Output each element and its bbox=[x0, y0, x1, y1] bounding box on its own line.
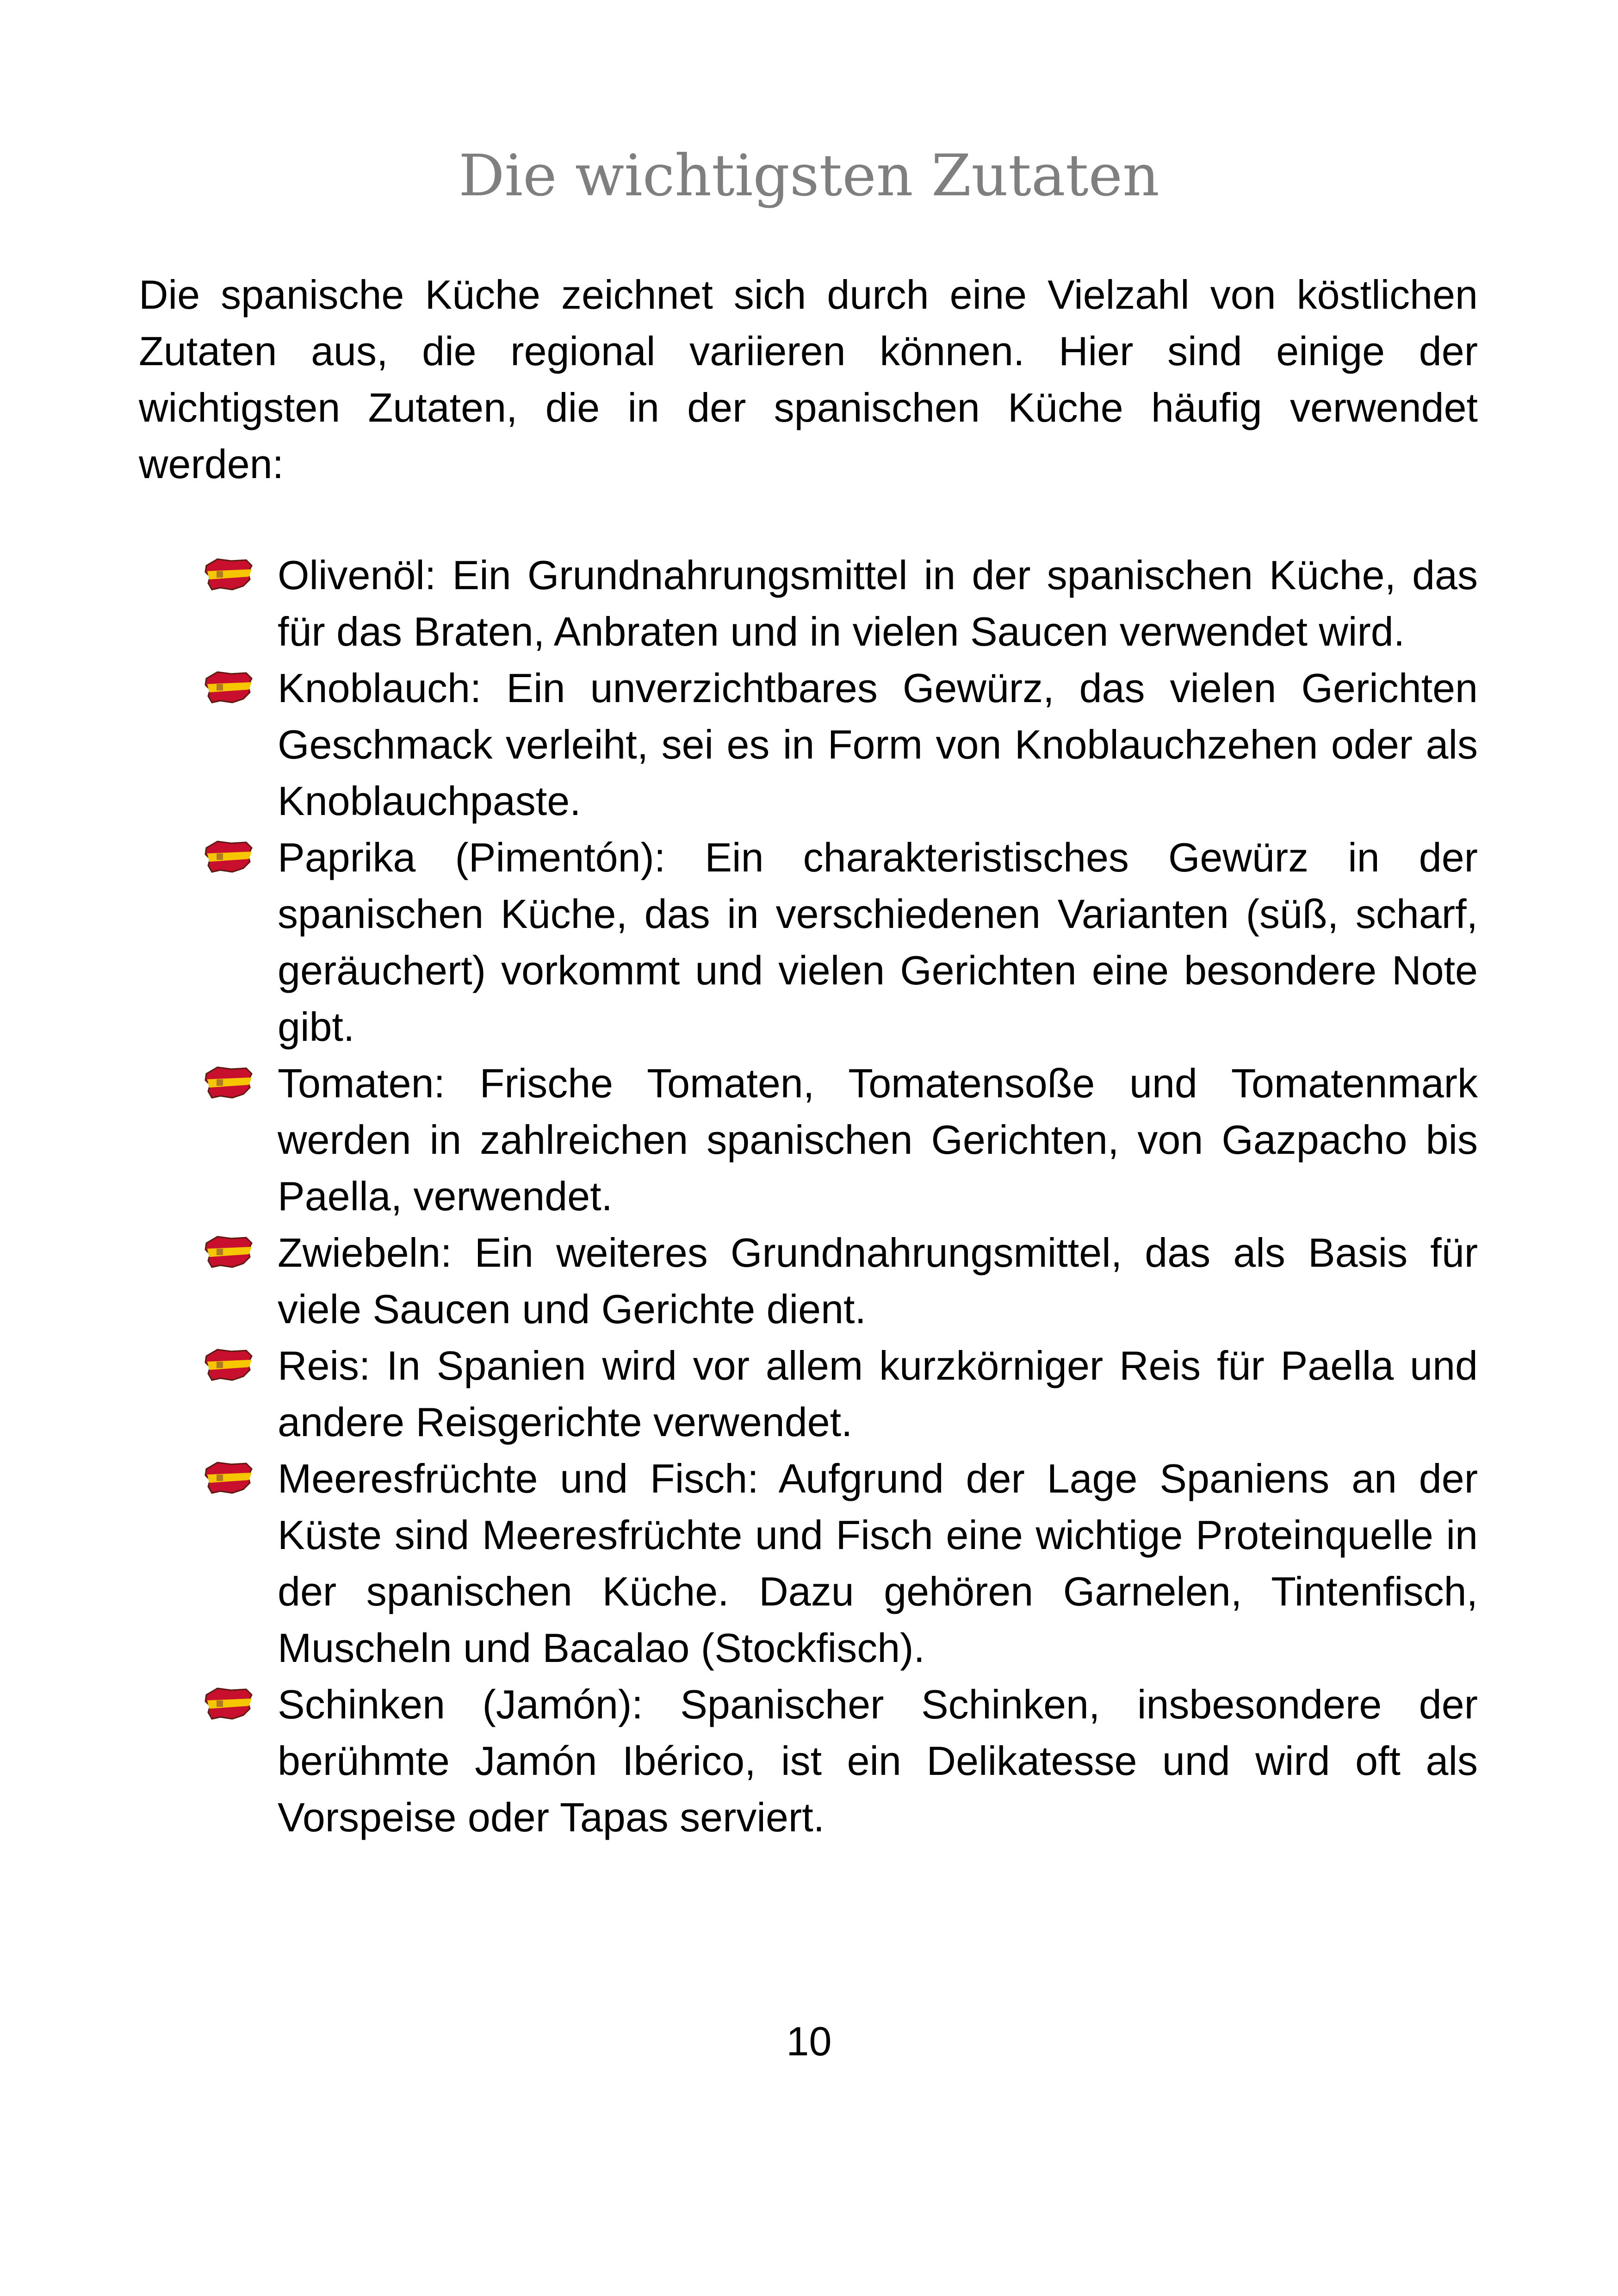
spain-flag-map-icon bbox=[204, 1233, 254, 1270]
list-item bbox=[204, 1055, 1478, 1225]
list-item bbox=[204, 1225, 1478, 1338]
page-title: Die wichtigsten Zutaten bbox=[459, 143, 1159, 209]
item-text: Tomaten: Frische Tomaten, Tomatensoße und Tomatenmark werden in zahlreichen spanischen Gerichten, von Gazpacho bis Paella, verwendet. bbox=[278, 1060, 1478, 1219]
list-item bbox=[204, 1676, 1478, 1846]
ingredient-list bbox=[204, 547, 1478, 1846]
item-text: Meeresfrüchte und Fisch: Aufgrund der Lage Spaniens an der Küste sind Meeresfrüchte und Fisch eine wichtige Proteinquelle in der spanischen Küche. Dazu gehören Garnelen, Tintenfisch, Muscheln und Bacalao (Stockfisch). bbox=[278, 1456, 1478, 1671]
list-item bbox=[204, 547, 1478, 660]
item-text: Paprika (Pimentón): Ein charakteristisches Gewürz in der spanischen Küche, das in verschiedenen Varianten (süß, scharf, geräuchert) vorkommt und vielen Gerichten eine besondere Note gibt. bbox=[278, 834, 1478, 1050]
list-item bbox=[204, 829, 1478, 1055]
item-text: Zwiebeln: Ein weiteres Grundnahrungsmittel, das als Basis für viele Saucen und Gerichte dient. bbox=[278, 1230, 1478, 1332]
spain-flag-map-icon bbox=[204, 1459, 254, 1496]
spain-flag-map-icon bbox=[204, 1685, 254, 1722]
spain-flag-map-icon bbox=[204, 1346, 254, 1383]
spain-flag-map-icon bbox=[204, 555, 254, 592]
spain-flag-map-icon bbox=[204, 1064, 254, 1101]
item-text: Olivenöl: Ein Grundnahrungsmittel in der spanischen Küche, das für das Braten, Anbraten und in vielen Saucen verwendet wird. bbox=[278, 552, 1478, 654]
list-item bbox=[204, 660, 1478, 829]
spain-flag-map-icon bbox=[204, 668, 254, 705]
intro-paragraph: Die spanische Küche zeichnet sich durch eine Vielzahl von köstlichen Zutaten aus, die regional variieren können. Hier sind einige der wichtigsten Zutaten, die in der spanischen Küche häufig verwendet werden: bbox=[139, 272, 1478, 487]
item-text: Schinken (Jamón): Spanischer Schinken, insbesondere der berühmte Jamón Ibérico, ist ein Delikatesse und wird oft als Vorspeise oder Tapas serviert. bbox=[278, 1681, 1478, 1840]
page-number: 10 bbox=[786, 2018, 832, 2064]
item-text: Knoblauch: Ein unverzichtbares Gewürz, das vielen Gerichten Geschmack verleiht, sei es in Form von Knoblauchzehen oder als Knoblauchpaste. bbox=[278, 665, 1478, 824]
spain-flag-map-icon bbox=[204, 838, 254, 875]
list-item bbox=[204, 1450, 1478, 1676]
list-item bbox=[204, 1338, 1478, 1450]
item-text: Reis: In Spanien wird vor allem kurzkörniger Reis für Paella und andere Reisgerichte verwendet. bbox=[278, 1343, 1478, 1445]
